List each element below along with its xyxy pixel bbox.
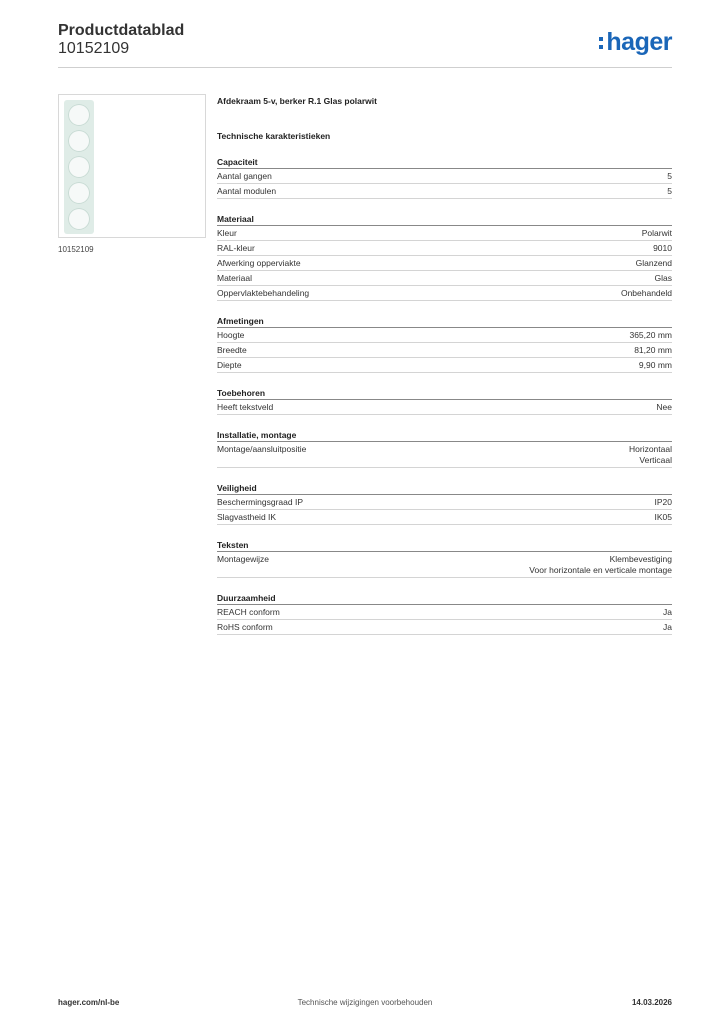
- spec-value-line: Ja: [663, 622, 672, 632]
- spec-value-line: 9010: [653, 243, 672, 253]
- section-title: Materiaal: [217, 213, 672, 226]
- spec-value-line: Glas: [654, 273, 672, 283]
- frame-slot-icon: [68, 208, 90, 230]
- spec-row: [217, 169, 672, 184]
- spec-label: RoHS conform: [217, 622, 273, 632]
- spec-section: [217, 213, 672, 301]
- logo-dots-icon: [599, 37, 603, 49]
- spec-label: Slagvastheid IK: [217, 512, 277, 522]
- spec-row: [217, 286, 672, 301]
- spec-value: [663, 607, 672, 618]
- spec-value: [529, 554, 672, 576]
- spec-section: [217, 592, 672, 635]
- spec-value: [655, 497, 673, 508]
- image-caption: 10152109: [58, 245, 94, 254]
- section-title: Teksten: [217, 539, 672, 552]
- spec-row: [217, 358, 672, 373]
- spec-row: [217, 343, 672, 358]
- spec-sections: [217, 156, 672, 635]
- spec-label: Aantal modulen: [217, 186, 277, 196]
- logo-text: hager: [606, 28, 672, 56]
- spec-value: [656, 402, 672, 413]
- spec-value-line: Klembevestiging: [609, 554, 672, 564]
- spec-label: Hoogte: [217, 330, 245, 340]
- section-title: Toebehoren: [217, 387, 672, 400]
- spec-value: [667, 171, 672, 182]
- document-number: 10152109: [58, 40, 130, 57]
- spec-row: [217, 256, 672, 271]
- specifications: [217, 96, 672, 635]
- spec-row: [217, 495, 672, 510]
- spec-value: [667, 186, 672, 197]
- frame-slot-icon: [68, 182, 90, 204]
- product-image: [58, 94, 206, 238]
- spec-row: [217, 241, 672, 256]
- section-title: Installatie, montage: [217, 429, 672, 442]
- spec-value-line: Voor horizontale en verticale montage: [529, 565, 672, 575]
- spec-value-line: Glanzend: [635, 258, 672, 268]
- spec-label: Beschermingsgraad IP: [217, 497, 303, 507]
- spec-label: Diepte: [217, 360, 242, 370]
- spec-value: [629, 444, 672, 466]
- spec-value: [655, 273, 672, 284]
- spec-row: [217, 442, 672, 468]
- spec-value-line: 9,90 mm: [638, 360, 672, 370]
- spec-label: REACH conform: [217, 607, 280, 617]
- spec-row: [217, 328, 672, 343]
- spec-value-line: Onbehandeld: [620, 288, 672, 298]
- spec-value-line: Nee: [656, 402, 672, 412]
- spec-label: Breedte: [217, 345, 247, 355]
- spec-section: [217, 429, 672, 468]
- section-title: Capaciteit: [217, 156, 672, 169]
- spec-value: [629, 330, 672, 341]
- spec-row: [217, 271, 672, 286]
- spec-label: Afwerking opperviakte: [217, 258, 301, 268]
- spec-label: Montagewijze: [217, 554, 269, 564]
- spec-value-line: 5: [667, 171, 672, 181]
- spec-value-line: Ja: [663, 607, 672, 617]
- hager-logo: [599, 28, 672, 57]
- spec-row: [217, 226, 672, 241]
- spec-value: [663, 622, 672, 633]
- spec-section: [217, 156, 672, 199]
- spec-section: [217, 387, 672, 415]
- spec-row: [217, 552, 672, 578]
- section-title: Afmetingen: [217, 315, 672, 328]
- spec-label: Aantal gangen: [217, 171, 272, 181]
- spec-label: RAL-kleur: [217, 243, 255, 253]
- technical-heading: Technische karakteristieken: [217, 131, 331, 141]
- footer-website: hager.com/nl-be: [58, 998, 120, 1007]
- footer-notice: Technische wijzigingen voorbehouden: [297, 998, 433, 1007]
- spec-value: [642, 228, 672, 239]
- spec-label: Materiaal: [217, 273, 252, 283]
- spec-section: [217, 539, 672, 578]
- section-title: Duurzaamheid: [217, 592, 672, 605]
- spec-label: Kleur: [217, 228, 237, 238]
- spec-section: [217, 315, 672, 373]
- spec-value-line: 81,20 mm: [634, 345, 672, 355]
- spec-row: [217, 510, 672, 525]
- spec-value: [655, 512, 673, 523]
- frame-slot-icon: [68, 130, 90, 152]
- spec-value-line: Horizontaal: [629, 444, 672, 454]
- spec-value: [621, 288, 672, 299]
- spec-value-line: 5: [667, 186, 672, 196]
- spec-value-line: IK05: [654, 512, 672, 522]
- spec-row: [217, 400, 672, 415]
- page-header: [58, 22, 672, 68]
- spec-row: [217, 605, 672, 620]
- cover-frame-illustration: [64, 100, 94, 234]
- spec-section: [217, 482, 672, 525]
- document-title: Productdatablad: [58, 22, 185, 39]
- footer-date: 14.03.2026: [631, 998, 672, 1007]
- spec-label: Montage/aansluitpositie: [217, 444, 307, 454]
- spec-label: Heeft tekstveld: [217, 402, 274, 412]
- spec-value-line: Verticaal: [639, 455, 672, 465]
- spec-value-line: Polarwit: [641, 228, 672, 238]
- spec-value-line: IP20: [654, 497, 672, 507]
- spec-label: Oppervlaktebehandeling: [217, 288, 310, 298]
- spec-value: [639, 360, 672, 371]
- spec-row: [217, 620, 672, 635]
- spec-value: [636, 258, 672, 269]
- header-divider: [58, 67, 672, 68]
- spec-value: [634, 345, 672, 356]
- spec-row: [217, 184, 672, 199]
- spec-value: [653, 243, 672, 254]
- frame-slot-icon: [68, 156, 90, 178]
- frame-slot-icon: [68, 104, 90, 126]
- product-title: Afdekraam 5-v, berker R.1 Glas polarwit: [217, 96, 377, 106]
- section-title: Veiligheid: [217, 482, 672, 495]
- spec-value-line: 365,20 mm: [629, 330, 672, 340]
